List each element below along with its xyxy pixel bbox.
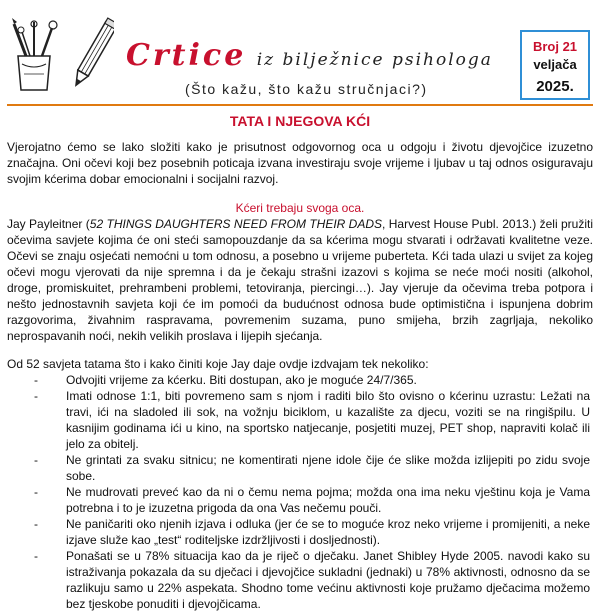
list-item-text: Ne grintati za svaku sitnicu; ne komentirati njene idole čije će slike možda izlijepiti po zidu svoje sobe. bbox=[66, 453, 590, 483]
article-heading: TATA I NJEGOVA KĆI bbox=[229, 113, 371, 129]
body-paragraph bbox=[7, 216, 593, 344]
bullet-marker: - bbox=[34, 453, 38, 467]
title-main: Crtice bbox=[126, 38, 247, 73]
list-item-text: Imati odnose 1:1, biti povremeno sam s njom i raditi bilo što ovisno o kćerinu uzrastu: Ležati na travi, ići na sladoled ili sok, na vožnju biciklom, u kazalište za djecu, voziti se na ringišpilu. U kasnijim godinama ići u kino, na sportsko natjecanje, posjetiti muzej, PET shop, napraviti kolač ili jelo za obitelj. bbox=[66, 389, 590, 451]
issue-badge bbox=[520, 30, 590, 100]
newsletter-header bbox=[0, 0, 600, 104]
issue-month: veljača bbox=[533, 57, 577, 72]
issue-year: 2025. bbox=[536, 78, 574, 95]
body-text: , Harvest House Publ. 2013.) želi pružiti očevima savjete kojima će oni steći samopouzdanje da sa kćerima mogu stvarati i održavati kvalitetne veze. Očevi se znaju osjećati nemoćni u tom odnosu, a posebno u vrijeme puberteta. Kći tada ulazi u svijet za kojeg očevi mogu vjerovati da nije spremna i da je čekaju strašni izazovi s kojima se neće moći nositi (alkohol, droge, promiskuitet, prehrambeni problemi, tetoviranja, piercingi…). Jay vjeruje da očevima treba potpora i nešto jednostavnih savjeta koji će im pomoći da budućnost odnosa bude optimistična i ispunjena dobrim razgovorima, živahnim raspravama, povremenim suzama, puno smijeha, brzih zagrljaja, nekoliko neprospavanih noći, nekih velikih proslava i lijepih sjećanja. bbox=[7, 217, 594, 343]
list-item-text: Ponašati se u 78% situacija kao da je riječ o dječaku. Janet Shibley Hyde 2005. navodi kako su istraživanja pokazala da su dječaci i djevojčice sukladni (jednaki) u 78% aktivnosti, odnosno da se razlikuju samo u 22% aspekata. Shodno tome većinu aktivnosti koje pružamo dječacima možemo bez tjeskobe ponuditi i djevojčicama. bbox=[66, 549, 590, 611]
list-intro: Od 52 savjeta tatama što i kako činiti koje Jay daje ovdje izdvajam tek nekoliko: bbox=[7, 357, 429, 371]
bullet-marker: - bbox=[34, 517, 38, 531]
list-item bbox=[24, 372, 590, 388]
list-item bbox=[24, 452, 590, 484]
intro-paragraph: Vjerojatno ćemo se lako složiti kako je prisutnost odgovornog oca u odgoju i životu djevojčice izuzetno značajna. Oni očevi koji bez posebnih poticaja izvana investiraju svoje vrijeme i ljubav u taj odnos osiguravaju svojim kćerima dobar emocionalni i socijalni razvoj. bbox=[7, 140, 593, 186]
bullet-marker: - bbox=[34, 373, 38, 387]
newsletter-title bbox=[126, 38, 493, 73]
body-prefix: Jay Payleitner ( bbox=[7, 217, 90, 231]
list-item-text: Ne paničariti oko njenih izjava i odluka (jer će se to moguće kroz neko vrijeme i promijeniti, a neke izjave služe kao „test“ roditeljske izdržljivosti i dosljednosti). bbox=[66, 517, 590, 547]
list-item bbox=[24, 484, 590, 516]
list-item-text: Odvojiti vrijeme za kćerku. Biti dostupan, ako je moguće 24/7/365. bbox=[66, 373, 417, 387]
title-secondary: iz bilježnice psihologa bbox=[256, 50, 493, 70]
list-item-text: Ne mudrovati preveć kao da ni o čemu nema pojma; možda ona ima neku vještinu koja je Vama potrebna i to je izuzetna prigoda da ona Vas nečemu pouči. bbox=[66, 485, 590, 515]
book-title: 52 THINGS DAUGHTERS NEED FROM THEIR DADS bbox=[89, 217, 383, 231]
list-item bbox=[24, 548, 590, 612]
bullet-marker: - bbox=[34, 549, 38, 563]
pencil-cup-icon bbox=[4, 18, 66, 94]
newsletter-subtitle: (Što kažu, što kažu stručnjaci?) bbox=[185, 81, 428, 97]
bullet-marker: - bbox=[34, 485, 38, 499]
header-divider bbox=[7, 104, 593, 106]
list-item bbox=[24, 516, 590, 548]
bullet-marker: - bbox=[34, 389, 38, 403]
list-item bbox=[24, 388, 590, 452]
article-subheading: Kćeri trebaju svoga oca. bbox=[235, 201, 365, 215]
pencil-icon bbox=[74, 14, 114, 94]
advice-list bbox=[24, 372, 590, 612]
issue-number: Broj 21 bbox=[532, 39, 578, 54]
